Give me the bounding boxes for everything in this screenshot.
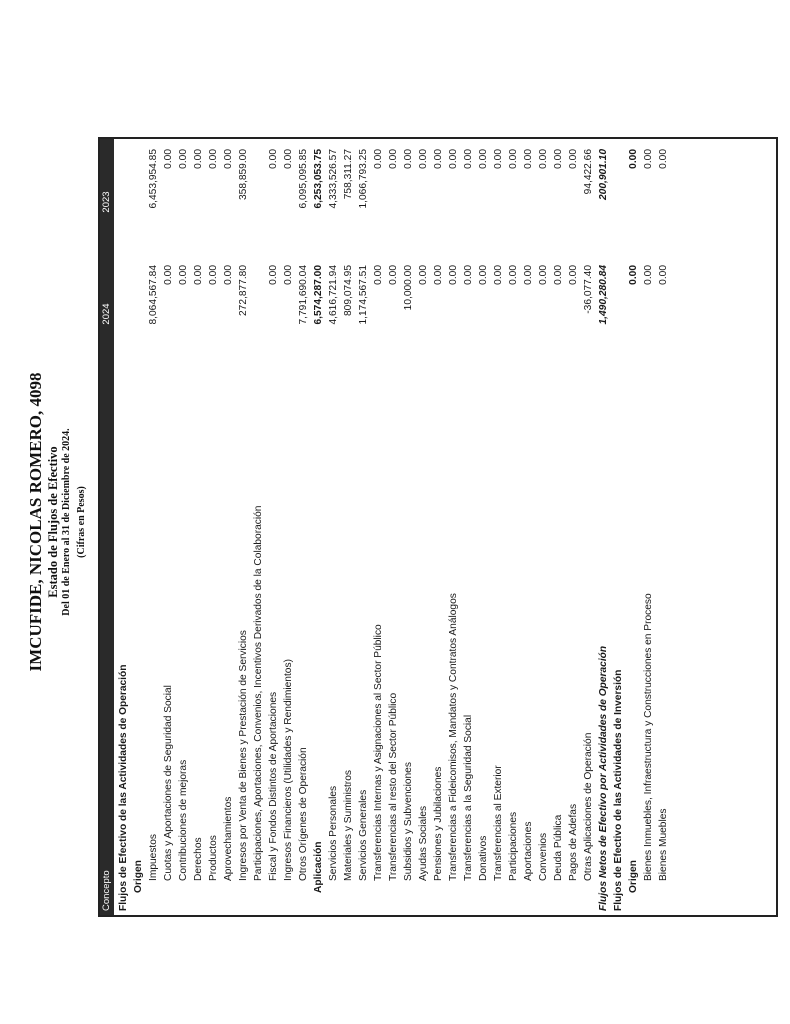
row-label: Pensiones y Jubilaciones <box>433 766 444 881</box>
table-row <box>536 139 551 915</box>
value-2023: 94,422.66 <box>583 149 594 195</box>
row-label: Flujos Netos de Efectivo por Actividades de Operación <box>598 645 609 911</box>
value-2024: 0.00 <box>223 265 234 285</box>
value-2024: 0.00 <box>193 265 204 285</box>
table-row <box>401 139 416 915</box>
table-row <box>281 139 296 915</box>
entity-title: IMCUFIDE, NICOLAS ROMERO, 4098 <box>26 372 45 672</box>
row-label: Impuestos <box>148 834 159 881</box>
table-row <box>506 139 521 915</box>
column-header-2023: 2023 <box>101 191 112 213</box>
value-2023: 0.00 <box>493 149 504 169</box>
table-row <box>626 139 641 915</box>
table-row <box>416 139 431 915</box>
table-row <box>491 139 506 915</box>
value-2023: 6,253,053.75 <box>313 149 324 209</box>
value-2023: 0.00 <box>268 149 279 169</box>
row-label: Flujos de Efectivo de las Actividades de Operación <box>118 664 129 911</box>
value-2024: 0.00 <box>208 265 219 285</box>
value-2023: 0.00 <box>373 149 384 169</box>
row-label: Ayudas Sociales <box>418 805 429 881</box>
table-row <box>191 139 206 915</box>
row-label: Convenios <box>538 832 549 881</box>
value-2023: 0.00 <box>388 149 399 169</box>
value-2023: 0.00 <box>178 149 189 169</box>
table-row <box>206 139 221 915</box>
value-2023: 6,095,095.85 <box>298 149 309 209</box>
row-label: Flujos de Efectivo de las Actividades de Inversión <box>613 669 624 911</box>
row-label: Origen <box>628 860 639 893</box>
table-row <box>551 139 566 915</box>
row-label: Origen <box>133 860 144 893</box>
value-2023: 0.00 <box>418 149 429 169</box>
row-label: Transferencias a Fideicomisos, Mandatos y Contratos Análogos <box>448 593 459 881</box>
value-2023: 0.00 <box>223 149 234 169</box>
table-row <box>116 139 131 915</box>
value-2023: 0.00 <box>553 149 564 169</box>
value-2024: 10,000.00 <box>403 265 414 311</box>
column-header-concept: Concepto <box>101 870 112 911</box>
row-label: Transferencias a la Seguridad Social <box>463 714 474 881</box>
value-2024: 1,174,567.51 <box>358 265 369 325</box>
table-row <box>326 139 341 915</box>
table-row <box>521 139 536 915</box>
value-2024: 8,064,567.84 <box>148 265 159 325</box>
table-row <box>341 139 356 915</box>
row-label: Servicios Personales <box>328 785 339 881</box>
period-subtitle: Del 01 de Enero al 31 de Diciembre de 2024. <box>61 428 72 616</box>
value-2024: 6,574,287.00 <box>313 265 324 325</box>
row-label: Aprovechamientos <box>223 796 234 881</box>
value-2023: 200,901.10 <box>598 149 609 200</box>
value-2024: 0.00 <box>523 265 534 285</box>
row-label: Materiales y Suministros <box>343 770 354 881</box>
value-2023: 0.00 <box>403 149 414 169</box>
value-2024: 272,877.80 <box>238 265 249 316</box>
value-2023: 0.00 <box>163 149 174 169</box>
value-2024: 0.00 <box>178 265 189 285</box>
row-label: Donativos <box>478 835 489 881</box>
row-label: Bienes Inmuebles, Infraestructura y Construcciones en Proceso <box>643 593 654 881</box>
rotated-statement-page <box>18 127 778 917</box>
table-row <box>221 139 236 915</box>
row-label: Ingresos por Venta de Bienes y Prestación de Servicios <box>238 630 249 881</box>
row-label: Subsidios y Subvenciones <box>403 762 414 881</box>
value-2024: 0.00 <box>433 265 444 285</box>
value-2023: 0.00 <box>568 149 579 169</box>
cash-flow-table <box>98 137 778 917</box>
table-row <box>611 139 626 915</box>
table-row <box>461 139 476 915</box>
value-2024: 0.00 <box>568 265 579 285</box>
row-label: Derechos <box>193 837 204 881</box>
value-2023: 0.00 <box>433 149 444 169</box>
column-header-2024: 2024 <box>101 303 112 325</box>
value-2023: 0.00 <box>643 149 654 169</box>
row-label: Servicios Generales <box>358 789 369 881</box>
row-label: Participaciones <box>508 811 519 881</box>
value-2024: 0.00 <box>493 265 504 285</box>
row-label: Participaciones, Aportaciones, Convenios, Incentivos Derivados de la Colaboración <box>253 505 264 881</box>
value-2023: 0.00 <box>463 149 474 169</box>
units-note: (Cifras en Pesos) <box>76 486 87 558</box>
value-2023: 0.00 <box>478 149 489 169</box>
value-2024: 0.00 <box>553 265 564 285</box>
value-2023: 0.00 <box>523 149 534 169</box>
value-2024: 0.00 <box>388 265 399 285</box>
row-label: Otros Orígenes de Operación <box>298 747 309 881</box>
row-label: Aportaciones <box>523 821 534 881</box>
table-row <box>566 139 581 915</box>
row-label: Transferencias Internas y Asignaciones al Sector Público <box>373 624 384 881</box>
value-2024: 4,616,721.94 <box>328 265 339 325</box>
value-2023: 0.00 <box>283 149 294 169</box>
table-header <box>100 139 114 915</box>
value-2023: 0.00 <box>508 149 519 169</box>
value-2023: 0.00 <box>538 149 549 169</box>
value-2024: 0.00 <box>628 265 639 285</box>
value-2023: 6,453,954.85 <box>148 149 159 209</box>
value-2023: 0.00 <box>208 149 219 169</box>
row-label: Deuda Pública <box>553 814 564 881</box>
value-2023: 1,066,793.25 <box>358 149 369 209</box>
value-2024: 809,074.95 <box>343 265 354 316</box>
statement-title: Estado de Flujos de Efectivo <box>46 446 60 598</box>
table-row <box>311 139 326 915</box>
row-label: Cuotas y Aportaciones de Seguridad Social <box>163 685 174 881</box>
table-row <box>266 139 281 915</box>
row-label: Pagos de Adefas <box>568 803 579 881</box>
table-row <box>131 139 146 915</box>
table-row <box>641 139 656 915</box>
value-2024: 0.00 <box>448 265 459 285</box>
row-label: Ingresos Financieros (Utilidades y Rendimientos) <box>283 659 294 881</box>
value-2024: 0.00 <box>643 265 654 285</box>
table-row <box>476 139 491 915</box>
table-row <box>356 139 371 915</box>
row-label: Fiscal y Fondos Distintos de Aportaciones <box>268 691 279 881</box>
value-2023: 758,311.27 <box>343 149 354 200</box>
value-2024: 7,791,690.04 <box>298 265 309 325</box>
row-label: Contribuciones de mejoras <box>178 759 189 881</box>
table-row <box>176 139 191 915</box>
table-row <box>581 139 596 915</box>
value-2024: 0.00 <box>163 265 174 285</box>
row-label: Productos <box>208 835 219 881</box>
value-2024: 0.00 <box>658 265 669 285</box>
row-label: Aplicación <box>313 841 324 893</box>
row-label: Bienes Muebles <box>658 808 669 881</box>
table-row <box>386 139 401 915</box>
table-row <box>656 139 671 915</box>
row-label: Otras Aplicaciones de Operación <box>583 732 594 881</box>
value-2024: 0.00 <box>508 265 519 285</box>
value-2024: 0.00 <box>373 265 384 285</box>
value-2024: 0.00 <box>538 265 549 285</box>
table-row <box>296 139 311 915</box>
value-2024: 0.00 <box>283 265 294 285</box>
value-2024: 0.00 <box>268 265 279 285</box>
value-2023: 4,333,526.57 <box>328 149 339 209</box>
value-2024: -36,077.40 <box>583 265 594 314</box>
value-2024: 0.00 <box>463 265 474 285</box>
table-row <box>371 139 386 915</box>
value-2023: 358,859.00 <box>238 149 249 200</box>
table-row <box>161 139 176 915</box>
value-2023: 0.00 <box>193 149 204 169</box>
table-row <box>596 139 611 915</box>
table-row <box>446 139 461 915</box>
table-row <box>146 139 161 915</box>
table-row <box>251 139 266 915</box>
row-label: Transferencias al Exterior <box>493 765 504 881</box>
value-2023: 0.00 <box>628 149 639 169</box>
value-2024: 1,490,280.84 <box>598 265 609 325</box>
table-row <box>431 139 446 915</box>
value-2024: 0.00 <box>478 265 489 285</box>
table-body <box>116 139 671 915</box>
value-2023: 0.00 <box>448 149 459 169</box>
value-2024: 0.00 <box>418 265 429 285</box>
value-2023: 0.00 <box>658 149 669 169</box>
row-label: Transferencias al resto del Sector Público <box>388 692 399 881</box>
table-row <box>236 139 251 915</box>
